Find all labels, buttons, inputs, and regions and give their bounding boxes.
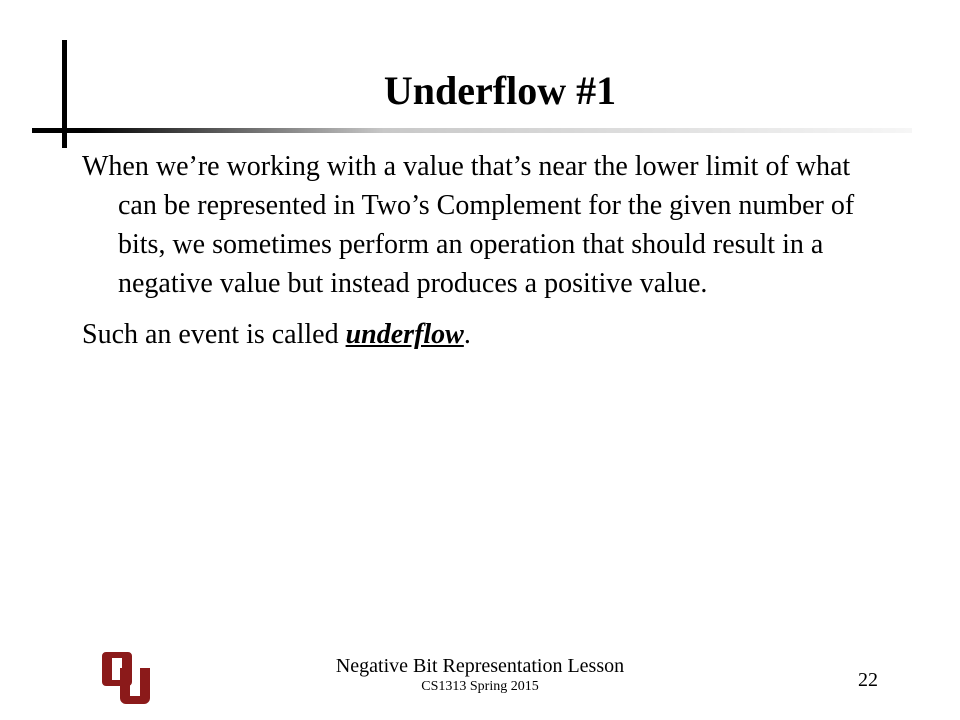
slide-title: Underflow #1: [383, 68, 617, 113]
footer-title: Negative Bit Representation Lesson: [335, 655, 625, 677]
paragraph-2-prefix: Such an event is called: [82, 319, 346, 350]
body-paragraph-1: When we’re working with a value that’s near the lower limit of what can be represented in Two’s Complement for the given number of bits, we sometimes perform an operation that should result in a negative value but instead produces a positive value.: [82, 151, 855, 299]
ou-logo-icon: [100, 648, 152, 706]
underflow-term: underflow: [345, 319, 464, 350]
decorative-horizontal-rule: [32, 128, 912, 133]
slide-body: [82, 147, 892, 354]
paragraph-2-suffix: .: [463, 319, 471, 350]
footer: [270, 654, 690, 696]
body-paragraph-2: [82, 315, 892, 354]
page-number: 22: [858, 669, 878, 691]
footer-subtitle: CS1313 Spring 2015: [421, 679, 539, 694]
